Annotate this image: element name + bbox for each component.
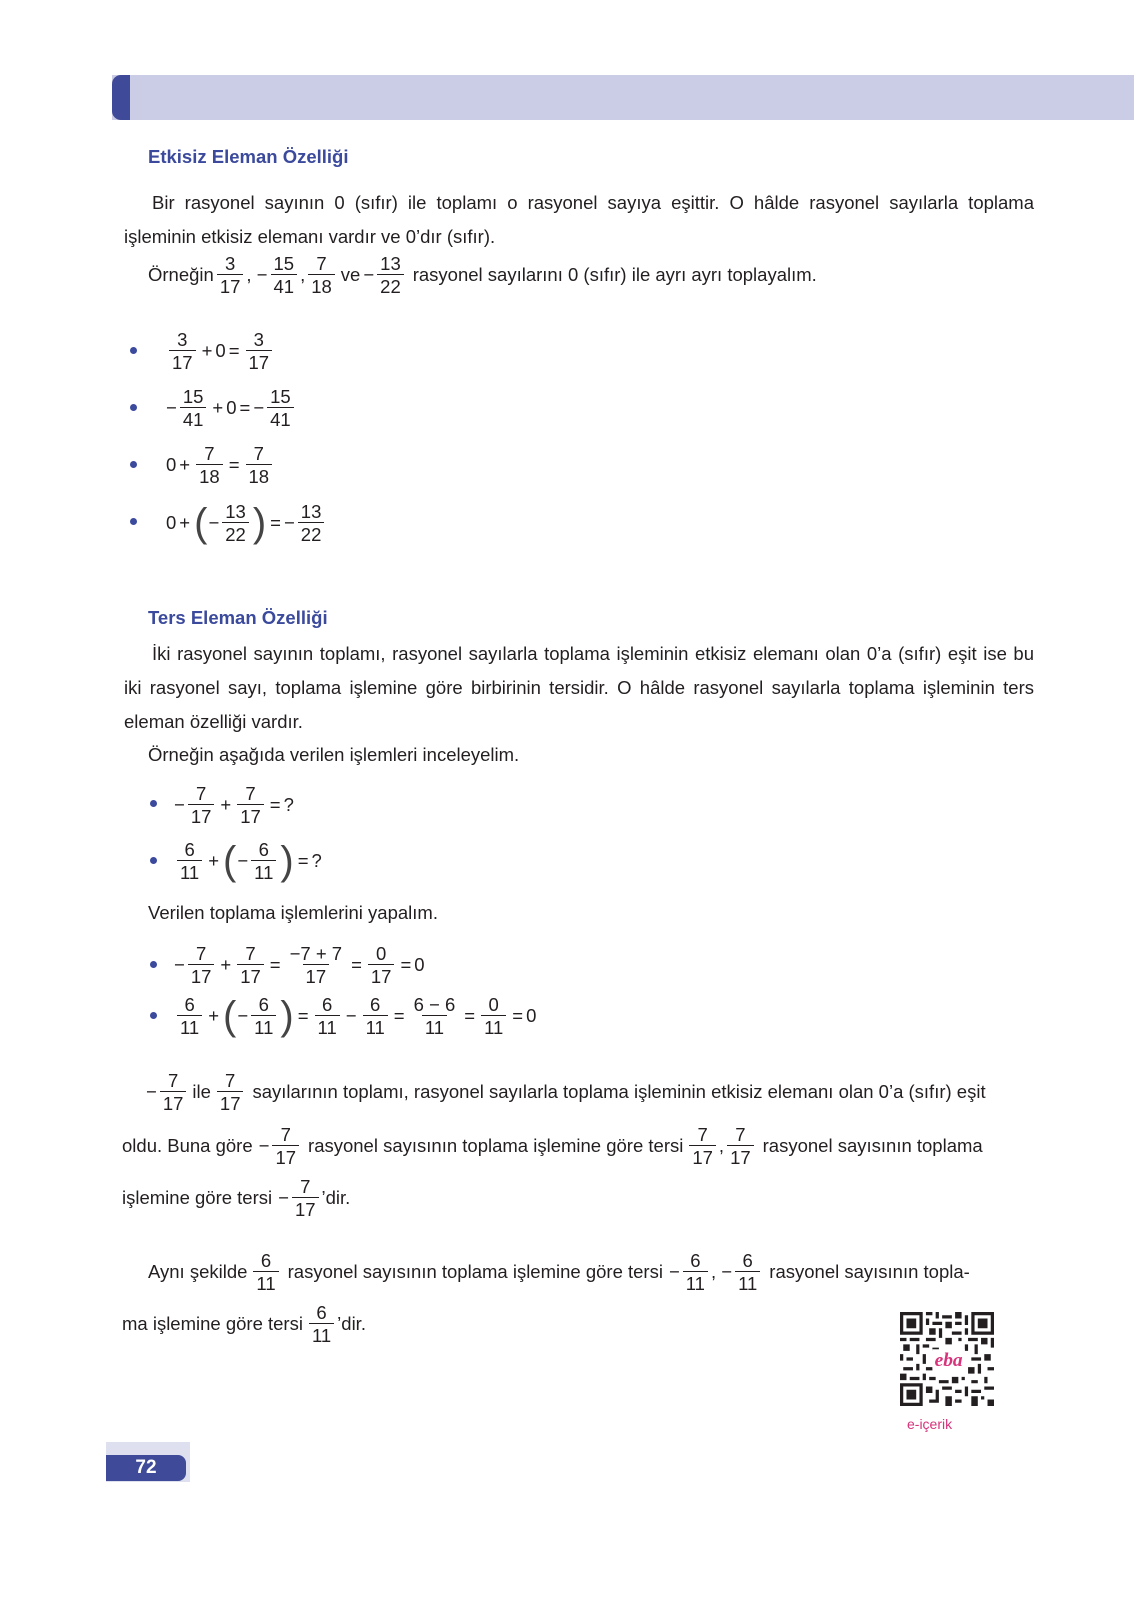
c2-a: oldu. Buna göre [122,1135,253,1157]
c1-ile: ile [192,1081,211,1103]
fraction: $\frac{15}{41}$ [271,254,298,297]
d2-b: ’dir. [337,1313,366,1335]
header-band [112,75,1134,120]
page-number: 72 [106,1455,186,1481]
conclusion-line-2: oldu. Buna göre − $\frac{7}{17}$ rasyonel sayısının toplama işlemine göre tersi 7 17 , 7 17 rasyonel sayısının toplama [122,1124,983,1169]
paragraph-inverse: İki rasyonel sayının toplamı, rasyonel sayılarla toplama işleminin etkisiz elemanı olan 0’a (sıfır) eşit ise bu iki rasyonel sayı, toplama işlemine göre birbirinin tersidir. O hâlde rasyonel sayılarla toplama işleminin ters eleman özelliği vardır. [124,643,1034,732]
d2-a: ma işlemine göre tersi [122,1313,303,1335]
qr-code[interactable] [900,1312,1000,1411]
paragraph-identity: Bir rasyonel sayının 0 (sıfır) ile toplamı o rasyonel sayıya eşittir. O hâlde rasyonel sayılarla toplama işleminin etkisiz elemanı vardır ve 0’dır (sıfır). [124,192,1034,247]
equation: 0 + ( − $\frac{13}{22}$ ) = − $\frac{13}{22}$ [166,502,327,545]
equation: − $\frac{7}{17}$ + $\frac{7}{17}$ = ? [174,783,294,828]
bullet [130,461,137,468]
header-tab [112,75,130,120]
c3-b: ’dir. [321,1187,351,1209]
bullet [130,404,137,411]
d1-a: Aynı şekilde [148,1261,248,1283]
qr-icon [900,1312,994,1406]
bullet [130,518,137,525]
bullet [150,800,157,807]
example-prefix: Örneğin [148,264,214,286]
c1-rest: sayılarının toplamı, rasyonel sayılarla toplama işleminin etkisiz elemanı olan 0’a (sıfır) eşit [252,1081,986,1103]
equation: 6 11 + ( − $\frac{6}{11}$ ) = ? [174,840,322,883]
equation: 0 + $\frac{7}{18}$ = $\frac{7}{18}$ [166,444,275,487]
bullet [130,347,137,354]
bullet [150,857,157,864]
c3-a: işlemine göre tersi [122,1187,273,1209]
equation: − $\frac{7}{17}$ + $\frac{7}{17}$ = $\frac{-7 + 7}{17}$ = $\frac{0}{17}$ = 0 [174,943,425,988]
equation: 3 17 + 0 = $\frac{3}{17}$ [166,330,275,373]
fraction: $\frac{13}{22}$ [377,254,404,297]
conclusion-line-3: işlemine göre tersi − $\frac{7}{17}$ ’dir. [122,1176,351,1221]
bullet [150,1012,157,1019]
qr-caption[interactable]: e-içerik [907,1416,953,1432]
paragraph-example: Örneğin aşağıda verilen işlemleri inceleyelim. [148,744,520,765]
example-line: Örneğin 3 17 , − $\frac{15}{41}$ , 7 18 ve − $\frac{13}{22}$ rasyonel sayılarını 0 (sıfır) ile ayrı ayrı toplayalım. [148,253,817,298]
example-ve: ve [340,264,361,286]
section-heading-inverse: Ters Eleman Özelliği [148,607,328,628]
conclusion-line-4: Aynı şekilde 6 11 rasyonel sayısının toplama işlemine göre tersi − $\frac{6}{11}$ , − $\frac{6}{11}$ rasyonel sayısının topla- [148,1250,970,1295]
eba-logo: eba [934,1349,963,1371]
fraction: 3 17 [217,254,244,297]
c2-c: rasyonel sayısının toplama [762,1135,983,1157]
equation: − $\frac{15}{41}$ + 0 = − $\frac{15}{41}$ [166,387,297,430]
conclusion-line-5: ma işlemine göre tersi 6 11 ’dir. [122,1302,366,1347]
c2-b: rasyonel sayısının toplama işlemine göre tersi [308,1135,684,1157]
fraction: 7 18 [308,254,335,297]
paragraph-compute: Verilen toplama işlemlerini yapalım. [148,902,438,923]
bullet [150,961,157,968]
example-suffix: rasyonel sayılarını 0 (sıfır) ile ayrı ayrı toplayalım. [412,264,817,286]
equation: 6 11 + ( − $\frac{6}{11}$ ) = $\frac{6}{11}$ − $\frac{6}{11}$ = $\frac{6 - 6}{11}$ = $\frac{0}{11}$ = 0 [174,995,536,1038]
conclusion-line-1: − $\frac{7}{17}$ ile 7 17 sayılarının toplamı, rasyonel sayılarla toplama işleminin etkisiz elemanı olan 0’a (sıfır) eşit [146,1070,986,1115]
d1-c: rasyonel sayısının topla- [769,1261,970,1283]
section-heading-identity: Etkisiz Eleman Özelliği [148,146,349,167]
d1-b: rasyonel sayısının toplama işlemine göre tersi [287,1261,663,1283]
